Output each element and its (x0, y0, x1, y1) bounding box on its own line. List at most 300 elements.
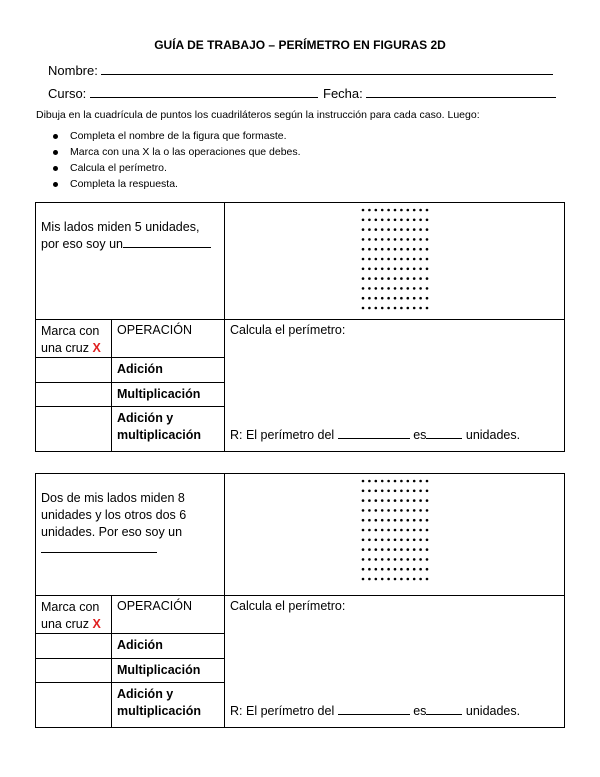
grid-dot[interactable] (380, 297, 383, 300)
grid-dot[interactable] (380, 287, 383, 290)
grid-dot[interactable] (419, 297, 422, 300)
grid-dot[interactable] (393, 307, 396, 310)
description-line: Mis lados miden 5 unidades, (41, 220, 200, 234)
grid-dot[interactable] (374, 307, 377, 310)
grid-dot[interactable] (419, 219, 422, 222)
grid-dot[interactable] (425, 209, 428, 212)
grid-dot[interactable] (419, 268, 422, 271)
grid-dot[interactable] (374, 519, 377, 522)
nombre-label: Nombre: (48, 63, 98, 78)
grid-dot[interactable] (361, 558, 364, 561)
grid-dot[interactable] (380, 578, 383, 581)
figure-blank[interactable] (338, 703, 410, 715)
grid-dot[interactable] (412, 490, 415, 493)
grid-dot[interactable] (361, 297, 364, 300)
nombre-field[interactable] (48, 62, 553, 78)
grid-dot[interactable] (419, 287, 422, 290)
grid-dot[interactable] (419, 548, 422, 551)
grid-dot[interactable] (387, 248, 390, 251)
grid-dot[interactable] (368, 268, 371, 271)
grid-dot[interactable] (374, 238, 377, 241)
op-line: Adición y (117, 687, 174, 701)
grid-dot[interactable] (400, 578, 403, 581)
grid-dot[interactable] (361, 228, 364, 231)
grid-dot[interactable] (393, 578, 396, 581)
exercise-2-calc-cell[interactable] (225, 596, 565, 728)
grid-dot[interactable] (400, 219, 403, 222)
grid-dot[interactable] (406, 258, 409, 261)
grid-dot[interactable] (412, 529, 415, 532)
grid-dot[interactable] (425, 228, 428, 231)
grid-dot[interactable] (419, 307, 422, 310)
list-item: Calcula el perímetro. (50, 160, 301, 176)
grid-dot[interactable] (406, 228, 409, 231)
grid-dot[interactable] (406, 268, 409, 271)
grid-dot[interactable] (374, 499, 377, 502)
grid-dot[interactable] (393, 499, 396, 502)
grid-dot[interactable] (374, 490, 377, 493)
grid-dot[interactable] (400, 558, 403, 561)
answer-prefix: R: El perímetro del (230, 428, 335, 442)
grid-dot[interactable] (387, 228, 390, 231)
grid-dot[interactable] (374, 548, 377, 551)
grid-dot[interactable] (361, 287, 364, 290)
grid-dot[interactable] (425, 499, 428, 502)
figure-blank[interactable] (338, 427, 410, 439)
grid-dot[interactable] (361, 209, 364, 212)
grid-dot[interactable] (406, 519, 409, 522)
exercise-2-dot-grid-cell[interactable] (225, 474, 565, 596)
grid-dot[interactable] (400, 209, 403, 212)
exercise-1-description (36, 203, 225, 320)
dot-grid[interactable] (361, 479, 429, 581)
grid-dot[interactable] (361, 307, 364, 310)
grid-dot[interactable] (425, 548, 428, 551)
op-multiplicacion: Multiplicación (112, 383, 225, 407)
grid-dot[interactable] (374, 209, 377, 212)
grid-dot[interactable] (419, 248, 422, 251)
grid-dot[interactable] (400, 268, 403, 271)
grid-dot[interactable] (387, 219, 390, 222)
grid-dot[interactable] (412, 558, 415, 561)
grid-dot[interactable] (393, 490, 396, 493)
grid-dot[interactable] (374, 539, 377, 542)
description-line: por eso soy un (41, 237, 123, 251)
grid-dot[interactable] (380, 529, 383, 532)
grid-dot[interactable] (387, 539, 390, 542)
grid-dot[interactable] (387, 548, 390, 551)
grid-dot[interactable] (361, 258, 364, 261)
grid-dot[interactable] (419, 228, 422, 231)
grid-dot[interactable] (412, 219, 415, 222)
answer-line (230, 427, 520, 442)
grid-dot[interactable] (361, 268, 364, 271)
grid-dot[interactable] (406, 490, 409, 493)
grid-dot[interactable] (380, 277, 383, 280)
grid-dot[interactable] (380, 248, 383, 251)
grid-dot[interactable] (380, 219, 383, 222)
grid-dot[interactable] (380, 238, 383, 241)
grid-dot[interactable] (419, 258, 422, 261)
checkbox-adicion[interactable] (36, 358, 112, 383)
grid-dot[interactable] (374, 248, 377, 251)
value-blank[interactable] (426, 427, 462, 439)
grid-dot[interactable] (393, 529, 396, 532)
grid-dot[interactable] (425, 558, 428, 561)
exercise-1-dot-grid-cell[interactable] (225, 203, 565, 320)
grid-dot[interactable] (368, 297, 371, 300)
op-line: Adición y (117, 411, 174, 425)
grid-dot[interactable] (425, 490, 428, 493)
figure-name-blank[interactable] (41, 541, 157, 553)
grid-dot[interactable] (374, 228, 377, 231)
grid-dot[interactable] (380, 519, 383, 522)
grid-dot[interactable] (406, 548, 409, 551)
grid-dot[interactable] (412, 248, 415, 251)
grid-dot[interactable] (387, 499, 390, 502)
grid-dot[interactable] (400, 529, 403, 532)
marca-label-1: Marca con (41, 600, 100, 614)
grid-dot[interactable] (361, 219, 364, 222)
grid-dot[interactable] (368, 219, 371, 222)
grid-dot[interactable] (419, 529, 422, 532)
grid-dot[interactable] (393, 509, 396, 512)
grid-dot[interactable] (425, 529, 428, 532)
grid-dot[interactable] (361, 499, 364, 502)
operacion-header: OPERACIÓN (112, 596, 225, 634)
answer-suffix: unidades. (465, 428, 521, 442)
grid-dot[interactable] (412, 287, 415, 290)
op-multiplicacion: Multiplicación (112, 659, 225, 683)
grid-dot[interactable] (368, 209, 371, 212)
op-adicion-multiplicacion (112, 683, 225, 728)
checkbox-multiplicacion[interactable] (36, 383, 112, 407)
grid-dot[interactable] (406, 509, 409, 512)
grid-dot[interactable] (412, 209, 415, 212)
grid-dot[interactable] (393, 539, 396, 542)
grid-dot[interactable] (393, 219, 396, 222)
grid-dot[interactable] (361, 539, 364, 542)
grid-dot[interactable] (380, 490, 383, 493)
grid-dot[interactable] (393, 297, 396, 300)
grid-dot[interactable] (400, 490, 403, 493)
list-item: Completa el nombre de la figura que formaste. (50, 128, 301, 144)
op-adicion-multiplicacion (112, 407, 225, 452)
page-title: GUÍA DE TRABAJO – PERÍMETRO EN FIGURAS 2D (154, 38, 446, 52)
grid-dot[interactable] (368, 509, 371, 512)
grid-dot[interactable] (374, 268, 377, 271)
grid-dot[interactable] (400, 277, 403, 280)
grid-dot[interactable] (412, 307, 415, 310)
grid-dot[interactable] (380, 558, 383, 561)
grid-dot[interactable] (380, 499, 383, 502)
grid-dot[interactable] (374, 287, 377, 290)
answer-suffix: unidades. (465, 704, 521, 718)
grid-dot[interactable] (425, 578, 428, 581)
grid-dot[interactable] (425, 539, 428, 542)
checkbox-adicion-multiplicacion[interactable] (36, 683, 112, 728)
grid-dot[interactable] (425, 297, 428, 300)
grid-dot[interactable] (412, 268, 415, 271)
grid-dot[interactable] (387, 297, 390, 300)
grid-dot[interactable] (425, 519, 428, 522)
marca-label-1: Marca con (41, 324, 100, 338)
grid-dot[interactable] (400, 238, 403, 241)
grid-dot[interactable] (387, 529, 390, 532)
fecha-line[interactable] (366, 85, 556, 98)
grid-dot[interactable] (412, 238, 415, 241)
grid-dot[interactable] (368, 490, 371, 493)
grid-dot[interactable] (374, 297, 377, 300)
list-item: Marca con una X la o las operaciones que debes. (50, 144, 301, 160)
grid-dot[interactable] (393, 238, 396, 241)
checkbox-adicion[interactable] (36, 634, 112, 659)
grid-dot[interactable] (393, 519, 396, 522)
grid-dot[interactable] (374, 480, 377, 483)
grid-dot[interactable] (374, 258, 377, 261)
grid-dot[interactable] (361, 490, 364, 493)
marca-header (36, 596, 112, 634)
grid-dot[interactable] (406, 277, 409, 280)
list-item: Completa la respuesta. (50, 176, 301, 192)
grid-dot[interactable] (400, 287, 403, 290)
grid-dot[interactable] (380, 548, 383, 551)
grid-dot[interactable] (368, 499, 371, 502)
grid-dot[interactable] (374, 558, 377, 561)
grid-dot[interactable] (361, 248, 364, 251)
grid-dot[interactable] (406, 539, 409, 542)
grid-dot[interactable] (406, 307, 409, 310)
grid-dot[interactable] (412, 228, 415, 231)
dot-grid[interactable] (361, 208, 429, 310)
grid-dot[interactable] (412, 480, 415, 483)
grid-dot[interactable] (387, 568, 390, 571)
grid-dot[interactable] (412, 277, 415, 280)
op-adicion: Adición (112, 358, 225, 383)
grid-dot[interactable] (425, 568, 428, 571)
curso-line[interactable] (90, 85, 318, 98)
grid-dot[interactable] (368, 548, 371, 551)
grid-dot[interactable] (400, 509, 403, 512)
grid-dot[interactable] (419, 238, 422, 241)
grid-dot[interactable] (406, 578, 409, 581)
grid-dot[interactable] (393, 480, 396, 483)
checkbox-multiplicacion[interactable] (36, 659, 112, 683)
grid-dot[interactable] (361, 480, 364, 483)
grid-dot[interactable] (368, 519, 371, 522)
grid-dot[interactable] (412, 297, 415, 300)
grid-dot[interactable] (361, 568, 364, 571)
grid-dot[interactable] (380, 209, 383, 212)
grid-dot[interactable] (380, 480, 383, 483)
grid-dot[interactable] (400, 568, 403, 571)
grid-dot[interactable] (361, 238, 364, 241)
grid-dot[interactable] (368, 258, 371, 261)
grid-dot[interactable] (387, 509, 390, 512)
grid-dot[interactable] (412, 499, 415, 502)
grid-dot[interactable] (400, 519, 403, 522)
calc-label: Calcula el perímetro: (230, 323, 346, 337)
grid-dot[interactable] (393, 209, 396, 212)
grid-dot[interactable] (406, 568, 409, 571)
grid-dot[interactable] (368, 568, 371, 571)
grid-dot[interactable] (387, 209, 390, 212)
grid-dot[interactable] (400, 480, 403, 483)
grid-dot[interactable] (406, 499, 409, 502)
grid-dot[interactable] (412, 509, 415, 512)
grid-dot[interactable] (406, 219, 409, 222)
grid-dot[interactable] (393, 558, 396, 561)
grid-dot[interactable] (419, 558, 422, 561)
grid-dot[interactable] (380, 568, 383, 571)
grid-dot[interactable] (380, 509, 383, 512)
grid-dot[interactable] (380, 268, 383, 271)
grid-dot[interactable] (412, 578, 415, 581)
grid-dot[interactable] (387, 268, 390, 271)
fecha-field[interactable] (323, 85, 556, 101)
grid-dot[interactable] (380, 539, 383, 542)
grid-dot[interactable] (368, 480, 371, 483)
grid-dot[interactable] (361, 529, 364, 532)
nombre-line[interactable] (101, 62, 553, 75)
grid-dot[interactable] (380, 228, 383, 231)
grid-dot[interactable] (368, 529, 371, 532)
grid-dot[interactable] (406, 238, 409, 241)
grid-dot[interactable] (393, 277, 396, 280)
grid-dot[interactable] (374, 529, 377, 532)
exercise-1-table (35, 202, 565, 452)
grid-dot[interactable] (361, 519, 364, 522)
grid-dot[interactable] (387, 277, 390, 280)
grid-dot[interactable] (368, 238, 371, 241)
grid-dot[interactable] (374, 219, 377, 222)
grid-dot[interactable] (419, 480, 422, 483)
grid-dot[interactable] (387, 307, 390, 310)
grid-dot[interactable] (387, 287, 390, 290)
grid-dot[interactable] (380, 258, 383, 261)
grid-dot[interactable] (406, 287, 409, 290)
grid-dot[interactable] (400, 548, 403, 551)
grid-dot[interactable] (374, 509, 377, 512)
grid-dot[interactable] (393, 548, 396, 551)
fecha-label: Fecha: (323, 86, 363, 101)
grid-dot[interactable] (368, 558, 371, 561)
checkbox-adicion-multiplicacion[interactable] (36, 407, 112, 452)
grid-dot[interactable] (406, 529, 409, 532)
x-mark: X (92, 341, 101, 355)
grid-dot[interactable] (419, 277, 422, 280)
grid-dot[interactable] (387, 480, 390, 483)
curso-field[interactable] (48, 85, 318, 101)
grid-dot[interactable] (361, 578, 364, 581)
grid-dot[interactable] (368, 307, 371, 310)
exercise-1-calc-cell[interactable] (225, 320, 565, 452)
grid-dot[interactable] (419, 568, 422, 571)
grid-dot[interactable] (412, 519, 415, 522)
grid-dot[interactable] (425, 509, 428, 512)
grid-dot[interactable] (406, 248, 409, 251)
grid-dot[interactable] (425, 238, 428, 241)
grid-dot[interactable] (425, 287, 428, 290)
grid-dot[interactable] (406, 480, 409, 483)
grid-dot[interactable] (368, 228, 371, 231)
grid-dot[interactable] (393, 287, 396, 290)
answer-prefix: R: El perímetro del (230, 704, 335, 718)
grid-dot[interactable] (374, 277, 377, 280)
grid-dot[interactable] (419, 499, 422, 502)
grid-dot[interactable] (374, 568, 377, 571)
grid-dot[interactable] (387, 238, 390, 241)
grid-dot[interactable] (406, 297, 409, 300)
grid-dot[interactable] (393, 268, 396, 271)
grid-dot[interactable] (393, 568, 396, 571)
value-blank[interactable] (426, 703, 462, 715)
grid-dot[interactable] (387, 490, 390, 493)
grid-dot[interactable] (387, 578, 390, 581)
grid-dot[interactable] (425, 268, 428, 271)
grid-dot[interactable] (419, 519, 422, 522)
grid-dot[interactable] (380, 307, 383, 310)
grid-dot[interactable] (374, 578, 377, 581)
grid-dot[interactable] (361, 548, 364, 551)
grid-dot[interactable] (412, 568, 415, 571)
grid-dot[interactable] (425, 307, 428, 310)
grid-dot[interactable] (400, 539, 403, 542)
grid-dot[interactable] (368, 248, 371, 251)
grid-dot[interactable] (425, 277, 428, 280)
grid-dot[interactable] (361, 277, 364, 280)
grid-dot[interactable] (368, 277, 371, 280)
grid-dot[interactable] (387, 519, 390, 522)
grid-dot[interactable] (419, 539, 422, 542)
grid-dot[interactable] (412, 548, 415, 551)
grid-dot[interactable] (425, 219, 428, 222)
exercise-2-description (36, 474, 225, 596)
grid-dot[interactable] (393, 258, 396, 261)
op-adicion: Adición (112, 634, 225, 659)
grid-dot[interactable] (368, 287, 371, 290)
grid-dot[interactable] (425, 258, 428, 261)
grid-dot[interactable] (387, 558, 390, 561)
instructions-list (50, 128, 301, 192)
grid-dot[interactable] (400, 228, 403, 231)
grid-dot[interactable] (406, 209, 409, 212)
instructions-intro: Dibuja en la cuadrícula de puntos los cuadriláteros según la instrucción para cada caso. Luego: (36, 109, 480, 121)
grid-dot[interactable] (412, 539, 415, 542)
grid-dot[interactable] (425, 480, 428, 483)
grid-dot[interactable] (400, 307, 403, 310)
grid-dot[interactable] (406, 558, 409, 561)
grid-dot[interactable] (400, 248, 403, 251)
grid-dot[interactable] (368, 539, 371, 542)
grid-dot[interactable] (400, 258, 403, 261)
grid-dot[interactable] (368, 578, 371, 581)
grid-dot[interactable] (387, 258, 390, 261)
grid-dot[interactable] (419, 490, 422, 493)
grid-dot[interactable] (419, 209, 422, 212)
grid-dot[interactable] (419, 509, 422, 512)
grid-dot[interactable] (412, 258, 415, 261)
grid-dot[interactable] (400, 297, 403, 300)
grid-dot[interactable] (419, 578, 422, 581)
grid-dot[interactable] (400, 499, 403, 502)
figure-name-blank[interactable] (123, 236, 211, 248)
marca-label-2: una cruz (41, 341, 89, 355)
grid-dot[interactable] (393, 228, 396, 231)
grid-dot[interactable] (425, 248, 428, 251)
grid-dot[interactable] (393, 248, 396, 251)
grid-dot[interactable] (361, 509, 364, 512)
